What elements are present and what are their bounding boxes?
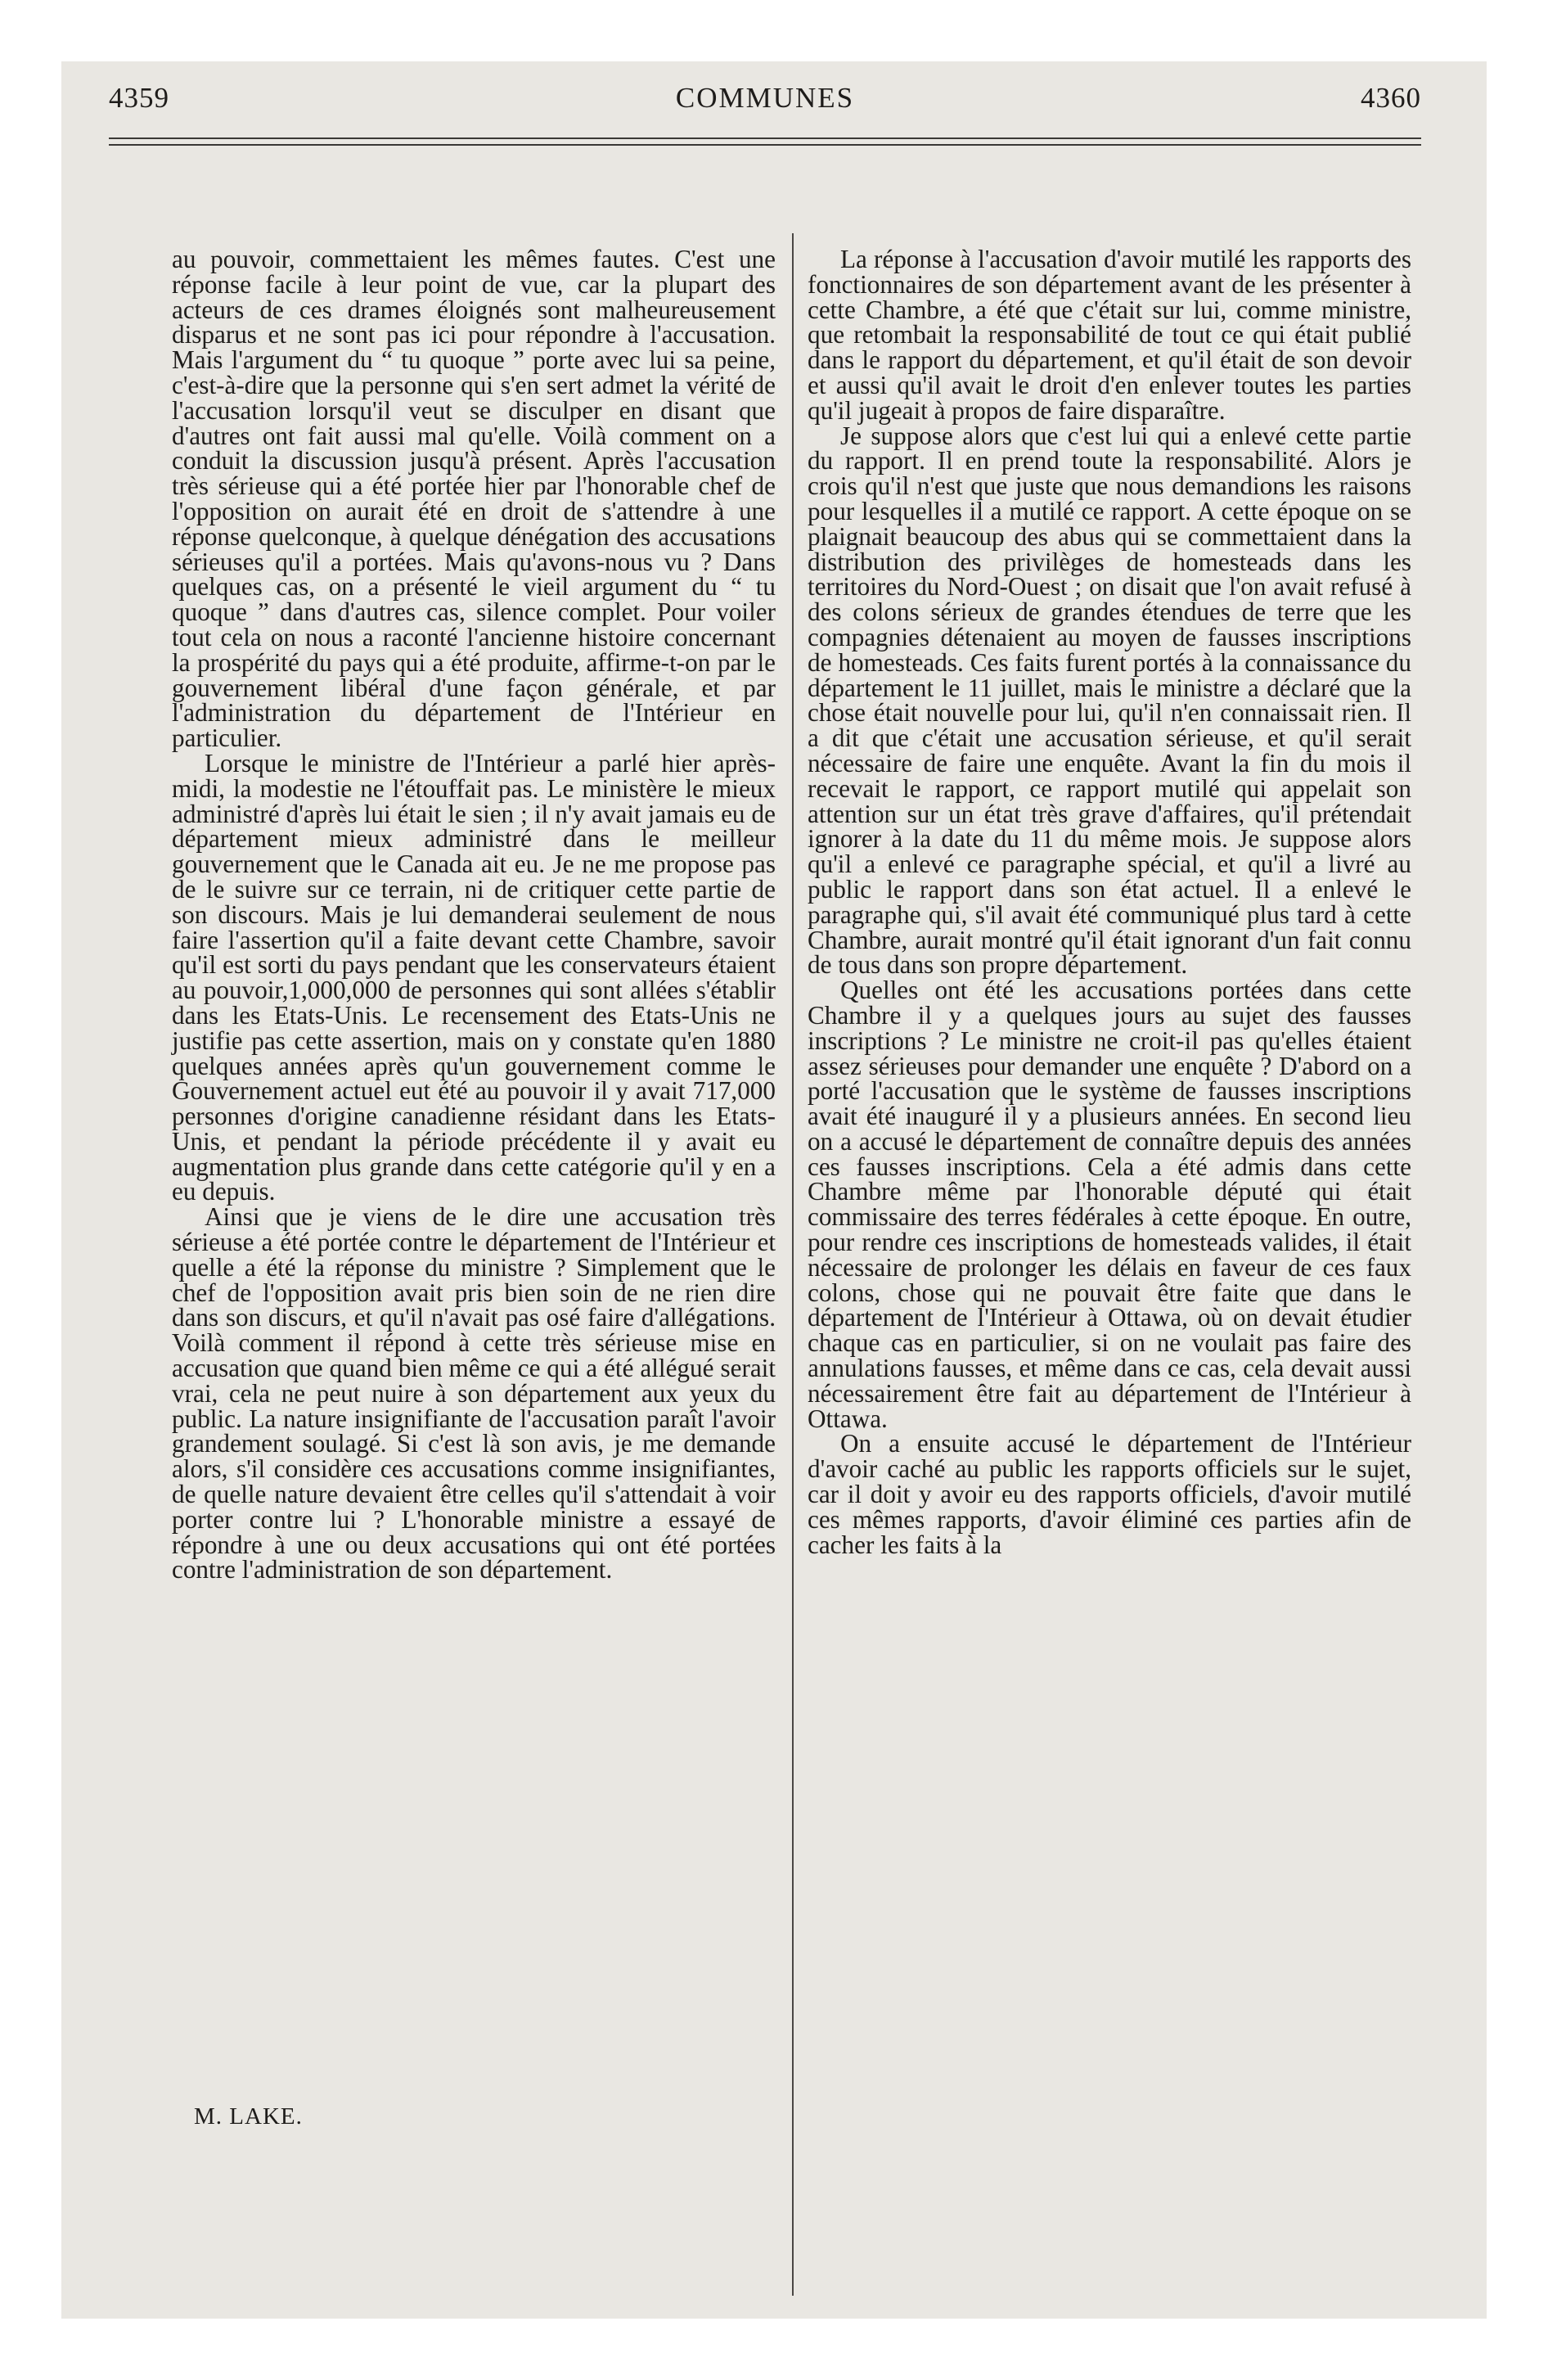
paragraph: On a ensuite accusé le département de l'Intérieur d'avoir caché au public les rapports officiels sur le sujet, car il doit y avoir eu des rapports officiels, d'avoir mutilé ces mêmes rapports, d'avoir éliminé ces parties afin de cacher les faits à la xyxy=(808,1429,1411,1559)
paragraph: Je suppose alors que c'est lui qui a enlevé cette partie du rapport. Il en prend toute la responsabilité. Alors je crois qu'il n'est que juste que nous demandions les raisons pour lesquelles il a mutilé ce rapport. A cette époque on se plaignait beaucoup des abus qui se commettaient dans la distribution des privilèges de homesteads dans les territoires du Nord-Ouest ; on disait que l'on avait refusé à des colons sérieux de grandes étendues de terre que les compagnies détenaient au moyen de fausses inscriptions de homesteads. Ces faits furent portés à la connaissance du département le 11 juillet, mais le ministre a déclaré que la chose était nouvelle pour lui, qu'il n'en connaissait rien. Il a dit que c'était une accusation sérieuse, et qu'il serait nécessaire de faire une enquête. Avant la fin du mois il recevait le rapport, ce rapport mutilé qui appelait son attention sur un état très grave d'affaires, qu'il prétendait ignorer à la date du 11 du même mois. Je suppose alors qu'il a enlevé ce paragraphe spécial, et qu'il a livré au public le rapport dans son état actuel. Il a enlevé le paragraphe qui, s'il avait été communiqué plus tard à cette Chambre, aurait montré qu'il était ignorant d'un fait connu de tous dans son propre département. xyxy=(808,421,1411,980)
speaker-name: M. LAKE. xyxy=(194,2103,303,2130)
page-number-right: 4360 xyxy=(1361,82,1421,114)
left-column xyxy=(172,247,776,1583)
paragraph: au pouvoir, commettaient les mêmes fautes. C'est une réponse facile à leur point de vue, car la plupart des acteurs de ces drames éloignés sont malheureusement disparus et ne sont pas ici pour répondre à l'accusation. Mais l'argument du “ tu quoque ” porte avec lui sa peine, c'est-à-dire que la personne qui s'en sert admet la vérité de l'accusation lorsqu'il veut se disculper en disant que d'autres ont fait aussi mal qu'elle. Voilà comment on a conduit la discussion jusqu'à présent. Après l'accusation très sérieuse qui a été portée hier par l'honorable chef de l'opposition on aurait été en droit de s'attendre à une réponse quelconque, à quelque dénégation des accusations sérieuses qu'il a portées. Mais qu'avons-nous vu ? Dans quelques cas, on a présenté le vieil argument du “ tu quoque ” dans d'autres cas, silence complet. Pour voiler tout cela on nous a raconté l'ancienne histoire concernant la prospérité du pays qui a été produite, affirme-t-on par le gouvernement libéral d'une façon générale, et par l'administration du département de l'Intérieur en particulier. xyxy=(172,245,776,753)
paragraph: Ainsi que je viens de le dire une accusation très sérieuse a été portée contre le département de l'Intérieur et quelle a été la réponse du ministre ? Simplement que le chef de l'opposition avait pris bien soin de ne rien dire dans son discurs, et qu'il n'avait pas osé faire d'allégations. Voilà comment il répond à cette très sérieuse mise en accusation que quand bien même ce qui a été allégué serait vrai, cela ne peut nuire à son département aux yeux du public. La nature insignifiante de l'accusation paraît l'avoir grandement soulagé. Si c'est là son avis, je me demande alors, s'il considère ces accusations comme insignifiantes, de quelle nature devaient être celles qu'il s'attendait à voir porter contre lui ? L'honorable ministre a essayé de répondre à une ou deux accusations qui ont été portées contre l'administration de son département. xyxy=(172,1202,776,1584)
header-rule-bottom xyxy=(109,144,1421,146)
page-header xyxy=(109,82,1421,131)
paragraph: Lorsque le ministre de l'Intérieur a parlé hier après-midi, la modestie ne l'étouffait pas. Le ministère le mieux administré d'après lui était le sien ; il n'y avait jamais eu de département mieux administré dans le meilleur gouvernement que le Canada ait eu. Je ne me propose pas de le suivre sur ce terrain, ni de critiquer cette partie de son discours. Mais je lui demanderai seulement de nous faire l'assertion qu'il a faite devant cette Chambre, savoir qu'il est sorti du pays pendant que les conservateurs étaient au pouvoir,1,000,000 de personnes qui sont allées s'établir dans les Etats-Unis. Le recensement des Etats-Unis ne justifie pas cette assertion, mais on y constate qu'en 1880 quelques années après qu'un gouvernement comme le Gouvernement actuel eut été au pouvoir il y avait 717,000 personnes d'origine canadienne résidant dans les Etats-Unis, et pendant la période précédente il y avait eu augmentation plus grande dans cette catégorie qu'il y en a eu depuis. xyxy=(172,748,776,1206)
paragraph: Quelles ont été les accusations portées dans cette Chambre il y a quelques jours au sujet des fausses inscriptions ? Le ministre ne croit-il pas qu'elles étaient assez sérieuses pour demander une enquête ? D'abord on a porté l'accusation que le système de fausses inscriptions avait été inauguré il y a plusieurs années. En second lieu on a accusé le département de connaître depuis des années ces fausses inscriptions. Cela a été admis dans cette Chambre même par l'honorable député qui était commissaire des terres fédérales à cette époque. En outre, pour rendre ces inscriptions de homesteads valides, il était nécessaire de prolonger les délais en faveur de ces faux colons, chose qui ne pouvait être faite que dans le département de l'Intérieur à Ottawa, où on devait étudier chaque cas en particulier, si on ne voulait pas faire des annulations fausses, et même dans ce cas, cela devait aussi nécessairement être fait au département de l'Intérieur à Ottawa. xyxy=(808,976,1411,1433)
column-divider xyxy=(792,233,794,2296)
page-number-left: 4359 xyxy=(109,82,169,114)
paragraph: La réponse à l'accusation d'avoir mutilé les rapports des fonctionnaires de son département avant de les présenter à cette Chambre, a été que c'était sur lui, comme ministre, que retombait la responsabilité de tout ce qui était publié dans le rapport du département, et qu'il était de son devoir et aussi qu'il avait le droit d'en enlever toutes les parties qu'il jugeait à propos de faire disparaître. xyxy=(808,245,1411,425)
right-column xyxy=(808,247,1411,1557)
header-rule-top xyxy=(109,137,1421,139)
running-title: COMMUNES xyxy=(675,82,855,114)
